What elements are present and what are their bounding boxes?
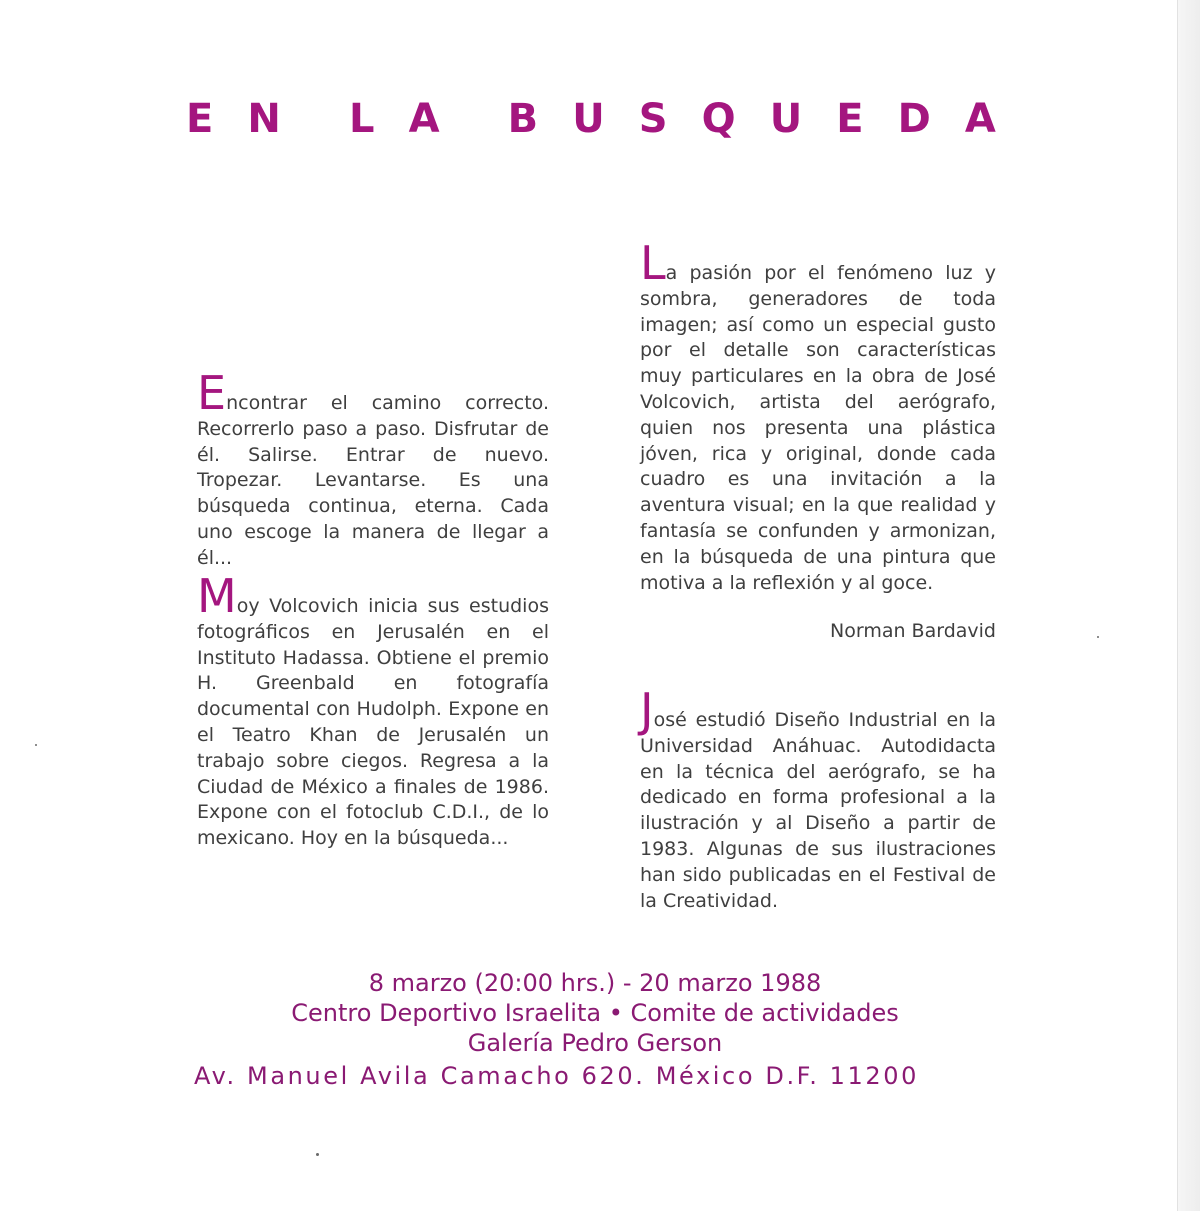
page-title	[186, 96, 996, 142]
jose-bio-paragraph	[640, 683, 996, 914]
event-info	[190, 968, 1000, 1091]
title-letter: B	[507, 96, 539, 142]
paper-speck	[316, 1153, 319, 1156]
title-letter: U	[769, 96, 803, 142]
paper-speck	[1097, 636, 1099, 638]
moy-bio-paragraph	[197, 569, 549, 852]
title-letter: Q	[701, 96, 736, 142]
title-letter: A	[964, 96, 996, 142]
critique-signature: Norman Bardavid	[830, 620, 996, 642]
critique-paragraph	[640, 236, 996, 596]
title-letter: U	[572, 96, 605, 142]
title-letter: L	[349, 96, 375, 142]
moy-bio-text: oy Volcovich inicia sus estudios fotográficos en Jerusalén en el Instituto Hadassa. Obtiene el premio H. Greenbald en fotografía documental con Hudolph. Expone en el Teatro Khan de Jerusalén un trabajo sobre ciegos. Regresa a la Ciudad de México a finales de 1986. Expone con el fotoclub C.D.I., de lo mexicano. Hoy en la búsqueda...	[197, 595, 549, 850]
drop-cap: L	[640, 236, 666, 290]
event-address: Av. Manuel Avila Camacho 620. México D.F. 11200	[194, 1062, 920, 1090]
critique-text: a pasión por el fenómeno luz y sombra, generadores de toda imagen; así como un especial gusto por el detalle son características muy particulares en la obra de José Volcovich, artista del aerógrafo, quien nos presenta una plástica jóven, rica y original, donde cada cuadro es una invitación a la aventura visual; en la que realidad y fantasía se confunden y armonizan, en la búsqueda de una pintura que motiva a la reflexión y al goce.	[640, 262, 996, 594]
jose-bio-text: osé estudió Diseño Industrial en la Universidad Anáhuac. Autodidacta en la técnica del aerógrafo, se ha dedicado en forma profesional a la ilustración y al Diseño a partir de 1983. Algunas de sus ilustraciones han sido publicadas en el Festival de la Creatividad.	[640, 709, 996, 912]
intro-text: ncontrar el camino correcto. Recorrerlo paso a paso. Disfrutar de él. Salirse. Entrar de nuevo. Tropezar. Levantarse. Es una búsqueda continua, eterna. Cada uno escoge la manera de llegar a él...	[197, 392, 549, 569]
title-letter: S	[638, 96, 668, 142]
title-letter: D	[897, 96, 931, 142]
event-dates: 8 marzo (20:00 hrs.) - 20 marzo 1988	[368, 969, 822, 997]
page-edge-shadow	[1177, 0, 1200, 1211]
drop-cap: J	[640, 683, 654, 737]
drop-cap: E	[197, 366, 227, 420]
title-letter: E	[836, 96, 864, 142]
paper-speck	[35, 744, 37, 746]
title-letter: N	[247, 96, 281, 142]
event-gallery: Galería Pedro Gerson	[467, 1029, 723, 1057]
title-letter: E	[186, 96, 214, 142]
event-venue: Centro Deportivo Israelita • Comite de actividades	[291, 999, 899, 1027]
drop-cap: M	[197, 569, 237, 623]
intro-paragraph	[197, 366, 549, 572]
title-letter: A	[408, 96, 440, 142]
